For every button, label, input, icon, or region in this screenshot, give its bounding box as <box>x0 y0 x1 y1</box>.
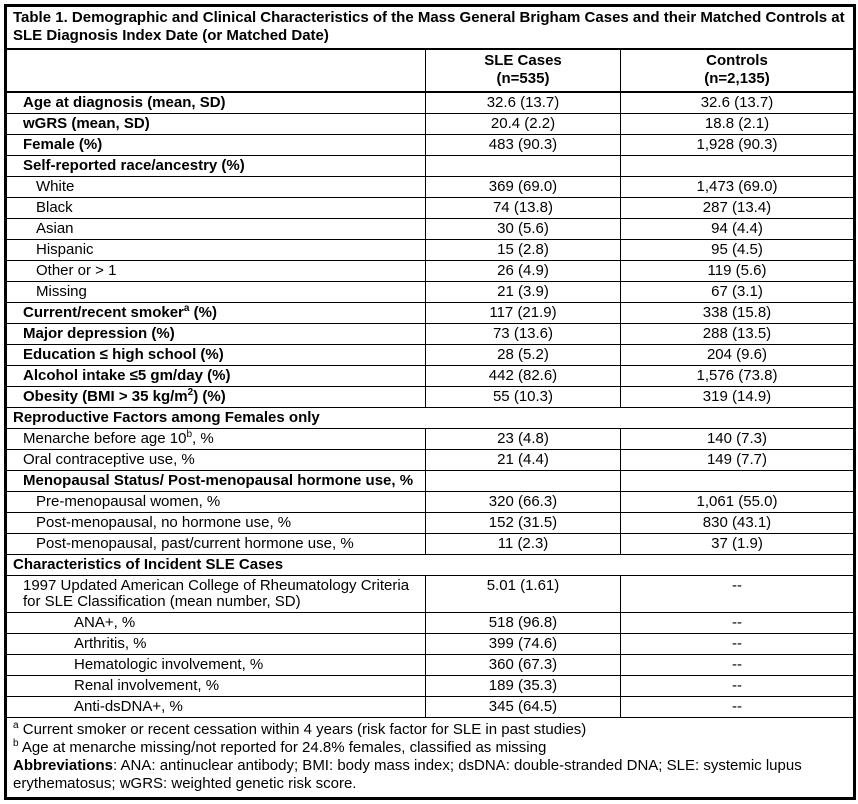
row-label <box>6 303 426 324</box>
superscript-marker: 2 <box>187 387 194 398</box>
controls-value: 37 (1.9) <box>621 534 855 555</box>
controls-value: 1,061 (55.0) <box>621 492 855 513</box>
row-label <box>6 450 426 471</box>
table-title-row <box>6 6 855 50</box>
table-row <box>6 492 855 513</box>
row-label <box>6 676 426 697</box>
column-header-controls <box>621 49 855 92</box>
row-label <box>6 282 426 303</box>
footnote-line <box>13 739 845 757</box>
text-fragment: : ANA: antinuclear antibody; BMI: body mass index; dsDNA: double-stranded DNA; SLE: systemic lupus erythematosus; wGRS: weighted genetic risk score. <box>13 757 802 792</box>
text-fragment: Characteristics of Incident SLE Cases <box>13 556 284 573</box>
cases-value: 28 (5.2) <box>426 345 621 366</box>
row-label <box>6 576 426 613</box>
controls-value: -- <box>621 576 855 613</box>
controls-value: 149 (7.7) <box>621 450 855 471</box>
controls-value <box>621 471 855 492</box>
table-row <box>6 387 855 408</box>
table-1 <box>4 4 856 800</box>
superscript-marker: a <box>183 303 190 314</box>
section-header-row <box>6 408 855 429</box>
table-row <box>6 324 855 345</box>
table-body <box>6 92 855 718</box>
row-label <box>6 114 426 135</box>
cases-value: 32.6 (13.7) <box>426 92 621 114</box>
cases-value: 73 (13.6) <box>426 324 621 345</box>
controls-value: 140 (7.3) <box>621 429 855 450</box>
text-fragment: ) (%) <box>193 388 226 405</box>
controls-value: 287 (13.4) <box>621 198 855 219</box>
cases-value: 369 (69.0) <box>426 177 621 198</box>
cases-value <box>426 156 621 177</box>
text-fragment: Hispanic <box>36 241 94 258</box>
row-label <box>6 471 426 492</box>
controls-value: 1,473 (69.0) <box>621 177 855 198</box>
controls-value: -- <box>621 613 855 634</box>
row-label <box>6 198 426 219</box>
section-header-label <box>6 555 855 576</box>
text-fragment: Female (%) <box>23 136 103 153</box>
text-fragment: , % <box>192 430 214 447</box>
table-row <box>6 534 855 555</box>
text-fragment: Renal involvement, % <box>74 677 220 694</box>
row-label <box>6 613 426 634</box>
cases-value: 26 (4.9) <box>426 261 621 282</box>
controls-value: -- <box>621 634 855 655</box>
footnote-row <box>6 718 855 799</box>
table-row <box>6 135 855 156</box>
row-label <box>6 324 426 345</box>
table-title: Table 1. Demographic and Clinical Characteristics of the Mass General Brigham Cases and their Matched Controls at SLE Diagnosis Index Date (or Matched Date) <box>6 6 855 50</box>
text-fragment: ANA+, % <box>74 614 136 631</box>
table-row <box>6 177 855 198</box>
table-row <box>6 513 855 534</box>
cases-value: 360 (67.3) <box>426 655 621 676</box>
row-label <box>6 135 426 156</box>
cases-value: 11 (2.3) <box>426 534 621 555</box>
table-row <box>6 676 855 697</box>
footnote-line <box>13 721 845 739</box>
cases-value: 518 (96.8) <box>426 613 621 634</box>
cases-value: 55 (10.3) <box>426 387 621 408</box>
superscript-marker: b <box>13 738 19 749</box>
controls-value: 94 (4.4) <box>621 219 855 240</box>
table-row <box>6 655 855 676</box>
controls-value: -- <box>621 697 855 718</box>
controls-value: 204 (9.6) <box>621 345 855 366</box>
text-fragment: Menarche before age 10 <box>23 430 187 447</box>
text-fragment: Other or > 1 <box>36 262 117 279</box>
table-row <box>6 303 855 324</box>
column-header-row <box>6 49 855 92</box>
cases-value: 21 (3.9) <box>426 282 621 303</box>
text-fragment: 1997 Updated American College of Rheumatology Criteria for SLE Classification (mean number, SD) <box>23 577 410 610</box>
text-fragment: Black <box>36 199 73 216</box>
row-label <box>6 492 426 513</box>
cases-value: 15 (2.8) <box>426 240 621 261</box>
controls-value: 18.8 (2.1) <box>621 114 855 135</box>
row-label <box>6 240 426 261</box>
row-label <box>6 697 426 718</box>
row-label <box>6 634 426 655</box>
text-fragment: Age at menarche missing/not reported for 24.8% females, classified as missing <box>18 739 547 756</box>
controls-value: 95 (4.5) <box>621 240 855 261</box>
superscript-marker: b <box>186 429 193 440</box>
table-row <box>6 697 855 718</box>
cases-value: 21 (4.4) <box>426 450 621 471</box>
text-fragment: White <box>36 178 75 195</box>
row-label <box>6 387 426 408</box>
table-row <box>6 471 855 492</box>
controls-value: 67 (3.1) <box>621 282 855 303</box>
cases-value: 152 (31.5) <box>426 513 621 534</box>
footnote-line <box>13 757 845 793</box>
text-fragment: Missing <box>36 283 87 300</box>
text-fragment: Major depression (%) <box>23 325 175 342</box>
cases-value: 5.01 (1.61) <box>426 576 621 613</box>
row-label <box>6 92 426 114</box>
table-row <box>6 345 855 366</box>
row-label <box>6 366 426 387</box>
section-header-row <box>6 555 855 576</box>
text-fragment: wGRS (mean, SD) <box>23 115 150 132</box>
column-header-sle-cases-line1: SLE Cases <box>484 52 562 69</box>
text-fragment: Post-menopausal, no hormone use, % <box>36 514 292 531</box>
controls-value: 319 (14.9) <box>621 387 855 408</box>
table-row <box>6 240 855 261</box>
text-fragment: Current/recent smoker <box>23 304 184 321</box>
column-header-sle-cases-line2: (n=535) <box>496 70 550 87</box>
controls-value: 32.6 (13.7) <box>621 92 855 114</box>
cases-value: 399 (74.6) <box>426 634 621 655</box>
table-row <box>6 219 855 240</box>
cases-value: 23 (4.8) <box>426 429 621 450</box>
table-row <box>6 634 855 655</box>
text-fragment: Alcohol intake ≤5 gm/day (%) <box>23 367 231 384</box>
cases-value: 320 (66.3) <box>426 492 621 513</box>
row-label <box>6 177 426 198</box>
controls-value: 1,576 (73.8) <box>621 366 855 387</box>
row-label <box>6 261 426 282</box>
row-label <box>6 513 426 534</box>
text-fragment: Reproductive Factors among Females only <box>13 409 320 426</box>
table-row <box>6 198 855 219</box>
row-label <box>6 534 426 555</box>
cases-value: 74 (13.8) <box>426 198 621 219</box>
text-fragment: Post-menopausal, past/current hormone use, % <box>36 535 354 552</box>
table-row <box>6 429 855 450</box>
text-fragment: Anti-dsDNA+, % <box>74 698 183 715</box>
row-label <box>6 655 426 676</box>
column-header-controls-line2: (n=2,135) <box>704 70 770 87</box>
superscript-marker: a <box>13 720 19 731</box>
text-fragment: Abbreviations <box>13 757 114 774</box>
table-row <box>6 282 855 303</box>
controls-value: 288 (13.5) <box>621 324 855 345</box>
table-row <box>6 114 855 135</box>
controls-value: 338 (15.8) <box>621 303 855 324</box>
text-fragment: Arthritis, % <box>74 635 147 652</box>
cases-value: 345 (64.5) <box>426 697 621 718</box>
cases-value: 117 (21.9) <box>426 303 621 324</box>
cases-value: 189 (35.3) <box>426 676 621 697</box>
cases-value: 20.4 (2.2) <box>426 114 621 135</box>
column-header-sle-cases <box>426 49 621 92</box>
cases-value: 442 (82.6) <box>426 366 621 387</box>
text-fragment: Age at diagnosis (mean, SD) <box>23 94 226 111</box>
table-row <box>6 156 855 177</box>
cases-value: 483 (90.3) <box>426 135 621 156</box>
text-fragment: Menopausal Status/ Post-menopausal hormone use, % <box>23 472 414 489</box>
cases-value: 30 (5.6) <box>426 219 621 240</box>
controls-value: -- <box>621 676 855 697</box>
text-fragment: Oral contraceptive use, % <box>23 451 195 468</box>
cases-value <box>426 471 621 492</box>
column-header-controls-line1: Controls <box>706 52 768 69</box>
row-label <box>6 156 426 177</box>
table-row <box>6 92 855 114</box>
row-label <box>6 345 426 366</box>
row-label <box>6 429 426 450</box>
controls-value: 1,928 (90.3) <box>621 135 855 156</box>
text-fragment: Asian <box>36 220 74 237</box>
section-header-label <box>6 408 855 429</box>
table-row <box>6 450 855 471</box>
text-fragment: (%) <box>189 304 217 321</box>
controls-value: 830 (43.1) <box>621 513 855 534</box>
controls-value: -- <box>621 655 855 676</box>
text-fragment: Current smoker or recent cessation within 4 years (risk factor for SLE in past studies) <box>18 721 587 738</box>
table-row <box>6 613 855 634</box>
table-row <box>6 261 855 282</box>
row-label <box>6 219 426 240</box>
column-header-empty <box>6 49 426 92</box>
text-fragment: Hematologic involvement, % <box>74 656 264 673</box>
text-fragment: Pre-menopausal women, % <box>36 493 221 510</box>
controls-value: 119 (5.6) <box>621 261 855 282</box>
controls-value <box>621 156 855 177</box>
text-fragment: Education ≤ high school (%) <box>23 346 224 363</box>
text-fragment: Self-reported race/ancestry (%) <box>23 157 245 174</box>
table-row <box>6 576 855 613</box>
table-row <box>6 366 855 387</box>
footnotes <box>6 718 855 799</box>
text-fragment: Obesity (BMI > 35 kg/m <box>23 388 188 405</box>
